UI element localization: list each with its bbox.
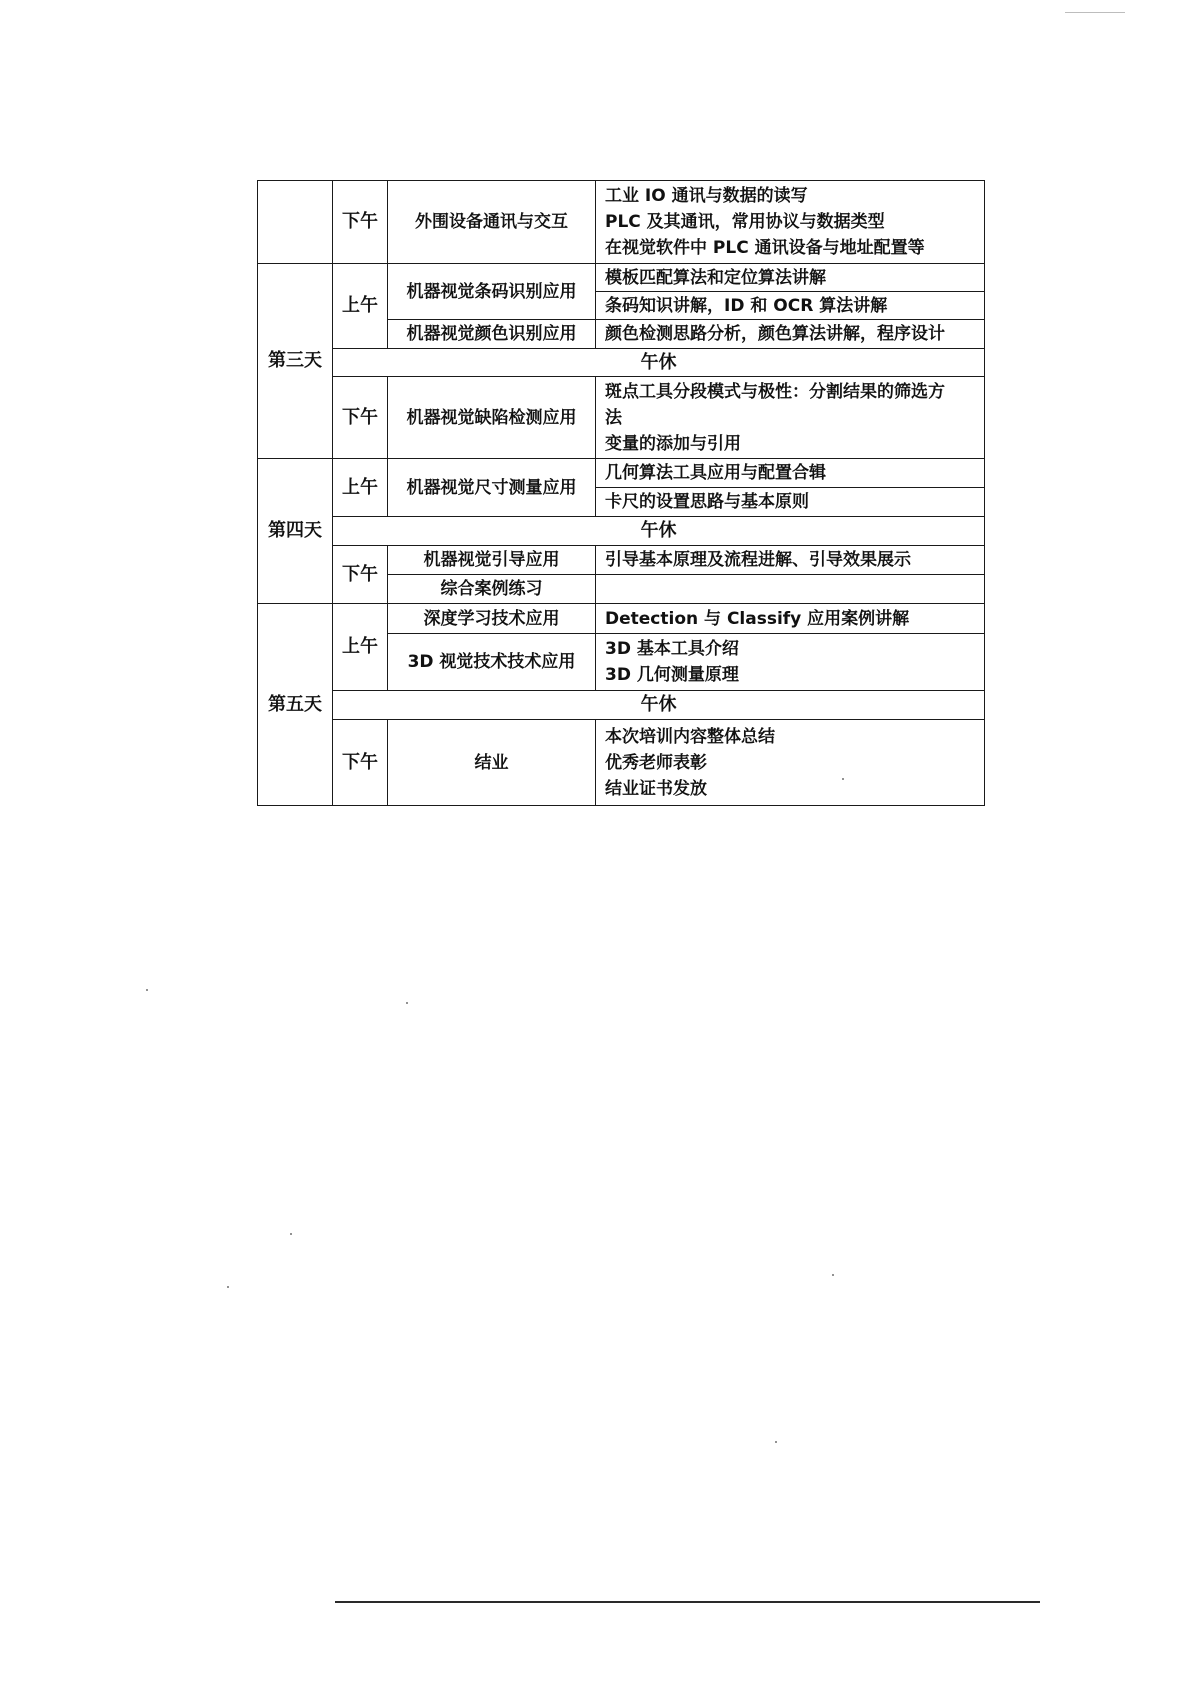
table-row xyxy=(258,546,985,575)
detail-cell xyxy=(596,546,985,575)
detail-line: 在视觉软件中 PLC 通讯设备与地址配置等 xyxy=(605,238,925,258)
day-cell: 第四天 xyxy=(258,459,333,604)
detail-cell xyxy=(596,264,985,292)
detail-cell xyxy=(596,320,985,349)
detail-line: 工业 IO 通讯与数据的读写 xyxy=(605,186,808,206)
detail-line: PLC 及其通讯，常用协议与数据类型 xyxy=(605,212,885,232)
module-cell: 结业 xyxy=(388,720,596,806)
module-cell: 机器视觉引导应用 xyxy=(388,546,596,575)
module-cell: 外围设备通讯与交互 xyxy=(388,181,596,264)
detail-cell xyxy=(596,181,985,264)
module-cell: 综合案例练习 xyxy=(388,575,596,604)
period-cell: 下午 xyxy=(333,546,388,604)
period-cell: 上午 xyxy=(333,604,388,691)
detail-line: 法 xyxy=(605,407,622,428)
detail-cell xyxy=(596,459,985,488)
detail-line: 几何算法工具应用与配置合辑 xyxy=(605,463,826,483)
detail-cell xyxy=(596,634,985,691)
module-cell: 深度学习技术应用 xyxy=(388,604,596,634)
detail-cell xyxy=(596,292,985,320)
detail-line: 3D 几何测量原理 xyxy=(605,665,739,685)
table-row xyxy=(258,691,985,720)
detail-cell xyxy=(596,604,985,634)
detail-cell xyxy=(596,575,985,604)
module-cell: 机器视觉缺陷检测应用 xyxy=(388,377,596,459)
detail-line: Detection 与 Classify 应用案例讲解 xyxy=(605,608,910,629)
day-cell: 第五天 xyxy=(258,604,333,806)
bottom-rule xyxy=(335,1601,1040,1603)
table-row xyxy=(258,349,985,377)
scan-speck xyxy=(146,989,148,991)
period-cell: 上午 xyxy=(333,264,388,349)
detail-cell xyxy=(596,377,985,459)
module-cell: 3D 视觉技术技术应用 xyxy=(388,634,596,691)
detail-cell xyxy=(596,720,985,806)
table-row xyxy=(258,459,985,488)
module-cell: 机器视觉颜色识别应用 xyxy=(388,320,596,349)
table-row xyxy=(258,264,985,292)
table-row xyxy=(258,377,985,459)
table-row xyxy=(258,720,985,806)
detail-line: 优秀老师表彰 xyxy=(605,752,707,773)
scan-speck xyxy=(227,1286,229,1288)
detail-line: 结业证书发放 xyxy=(605,778,707,799)
table-row xyxy=(258,517,985,546)
detail-line: 变量的添加与引用 xyxy=(605,433,741,454)
lunch-break-cell: 午休 xyxy=(333,517,985,546)
training-schedule-table xyxy=(257,180,985,806)
period-cell: 下午 xyxy=(333,377,388,459)
scan-speck xyxy=(832,1274,834,1276)
detail-cell xyxy=(596,488,985,517)
module-cell: 机器视觉条码识别应用 xyxy=(388,264,596,320)
table-row xyxy=(258,604,985,634)
period-cell: 下午 xyxy=(333,181,388,264)
detail-line: 3D 基本工具介绍 xyxy=(605,639,739,659)
scan-edge-mark xyxy=(1065,12,1125,13)
scan-speck xyxy=(290,1233,292,1235)
detail-line: 模板匹配算法和定位算法讲解 xyxy=(605,267,826,288)
lunch-break-cell: 午休 xyxy=(333,349,985,377)
table-row xyxy=(258,181,985,264)
period-cell: 上午 xyxy=(333,459,388,517)
detail-line: 卡尺的设置思路与基本原则 xyxy=(605,492,809,512)
scan-speck xyxy=(406,1002,408,1004)
detail-line: 斑点工具分段模式与极性：分割结果的筛选方 xyxy=(605,381,945,402)
period-cell: 下午 xyxy=(333,720,388,806)
detail-line: 引导基本原理及流程进解、引导效果展示 xyxy=(605,550,911,570)
day-cell: 第三天 xyxy=(258,264,333,459)
module-cell: 机器视觉尺寸测量应用 xyxy=(388,459,596,517)
scan-speck xyxy=(775,1441,777,1443)
lunch-break-cell: 午休 xyxy=(333,691,985,720)
scan-speck xyxy=(842,778,844,780)
detail-line: 本次培训内容整体总结 xyxy=(605,726,775,747)
detail-line: 条码知识讲解，ID 和 OCR 算法讲解 xyxy=(605,295,888,316)
day-cell xyxy=(258,181,333,264)
detail-line: 颜色检测思路分析，颜色算法讲解，程序设计 xyxy=(605,324,945,344)
